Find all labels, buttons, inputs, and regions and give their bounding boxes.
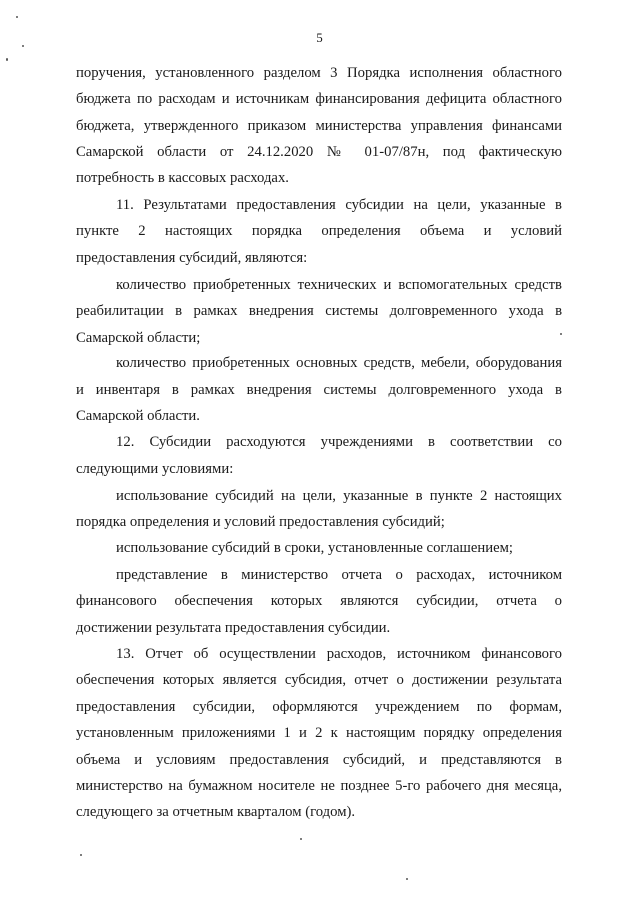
text-line: 13. Отчет об осуществлении расходов, источником финансового [116, 646, 562, 662]
text-line: пункте 2 настоящих порядка определения объема и условий [76, 223, 562, 239]
scan-speck [406, 878, 408, 880]
scan-speck [300, 838, 302, 840]
text-line: финансового обеспечения которых являются субсидии, отчета о [76, 593, 562, 609]
text-line: предоставления субсидий, являются: [76, 250, 308, 266]
text-line: бюджета, утвержденного приказом министерства управления финансами [76, 118, 562, 134]
text-line: следующего за отчетным кварталом (годом). [76, 804, 356, 820]
scan-speck [16, 16, 18, 18]
text-line: 12. Субсидии расходуются учреждениями в соответствии со [116, 434, 562, 450]
text-line: достижении результата предоставления субсидии. [76, 620, 391, 636]
text-line: Самарской области. [76, 408, 200, 424]
scan-speck [560, 333, 562, 335]
text-line: количество приобретенных основных средств, мебели, оборудования [116, 355, 562, 371]
text-line: количество приобретенных технических и вспомогательных средств [116, 277, 562, 293]
text-line: 11. Результатами предоставления субсидии на цели, указанные в [116, 197, 562, 213]
text-line: предоставления субсидии, оформляются учреждением по формам, [76, 699, 562, 715]
scan-speck [80, 854, 82, 856]
text-line: министерство на бумажном носителе не позднее 5-го рабочего дня месяца, [76, 778, 562, 794]
text-line: реабилитации в рамках внедрения системы долговременного ухода в [76, 303, 562, 319]
text-line: представление в министерство отчета о расходах, источником [116, 567, 562, 583]
text-line: порядка определения и условий предоставления субсидий; [76, 514, 445, 530]
text-line: использование субсидий на цели, указанные в пункте 2 настоящих [116, 488, 562, 504]
text-line: Самарской области от 24.12.2020 № 01-07/87н, под фактическую [76, 144, 562, 160]
text-line: использование субсидий в сроки, установленные соглашением; [116, 540, 513, 556]
text-line: и инвентаря в рамках внедрения системы долговременного ухода в [76, 382, 562, 398]
text-line: потребность в кассовых расходах. [76, 170, 289, 186]
text-line: объема и условиям предоставления субсидий, и представляются в [76, 752, 562, 768]
text-line: поручения, установленного разделом 3 Порядка исполнения областного [76, 65, 562, 81]
page-number: 5 [316, 30, 323, 45]
text-line: обеспечения которых является субсидия, отчет о достижении результата [76, 672, 562, 688]
text-line: следующими условиями: [76, 461, 234, 477]
scan-speck [6, 58, 8, 61]
text-line: Самарской области; [76, 330, 201, 346]
text-line: бюджета по расходам и источникам финансирования дефицита областного [76, 91, 562, 107]
scan-speck [22, 45, 24, 47]
text-line: установленным приложениями 1 и 2 к настоящим порядку определения [76, 725, 562, 741]
